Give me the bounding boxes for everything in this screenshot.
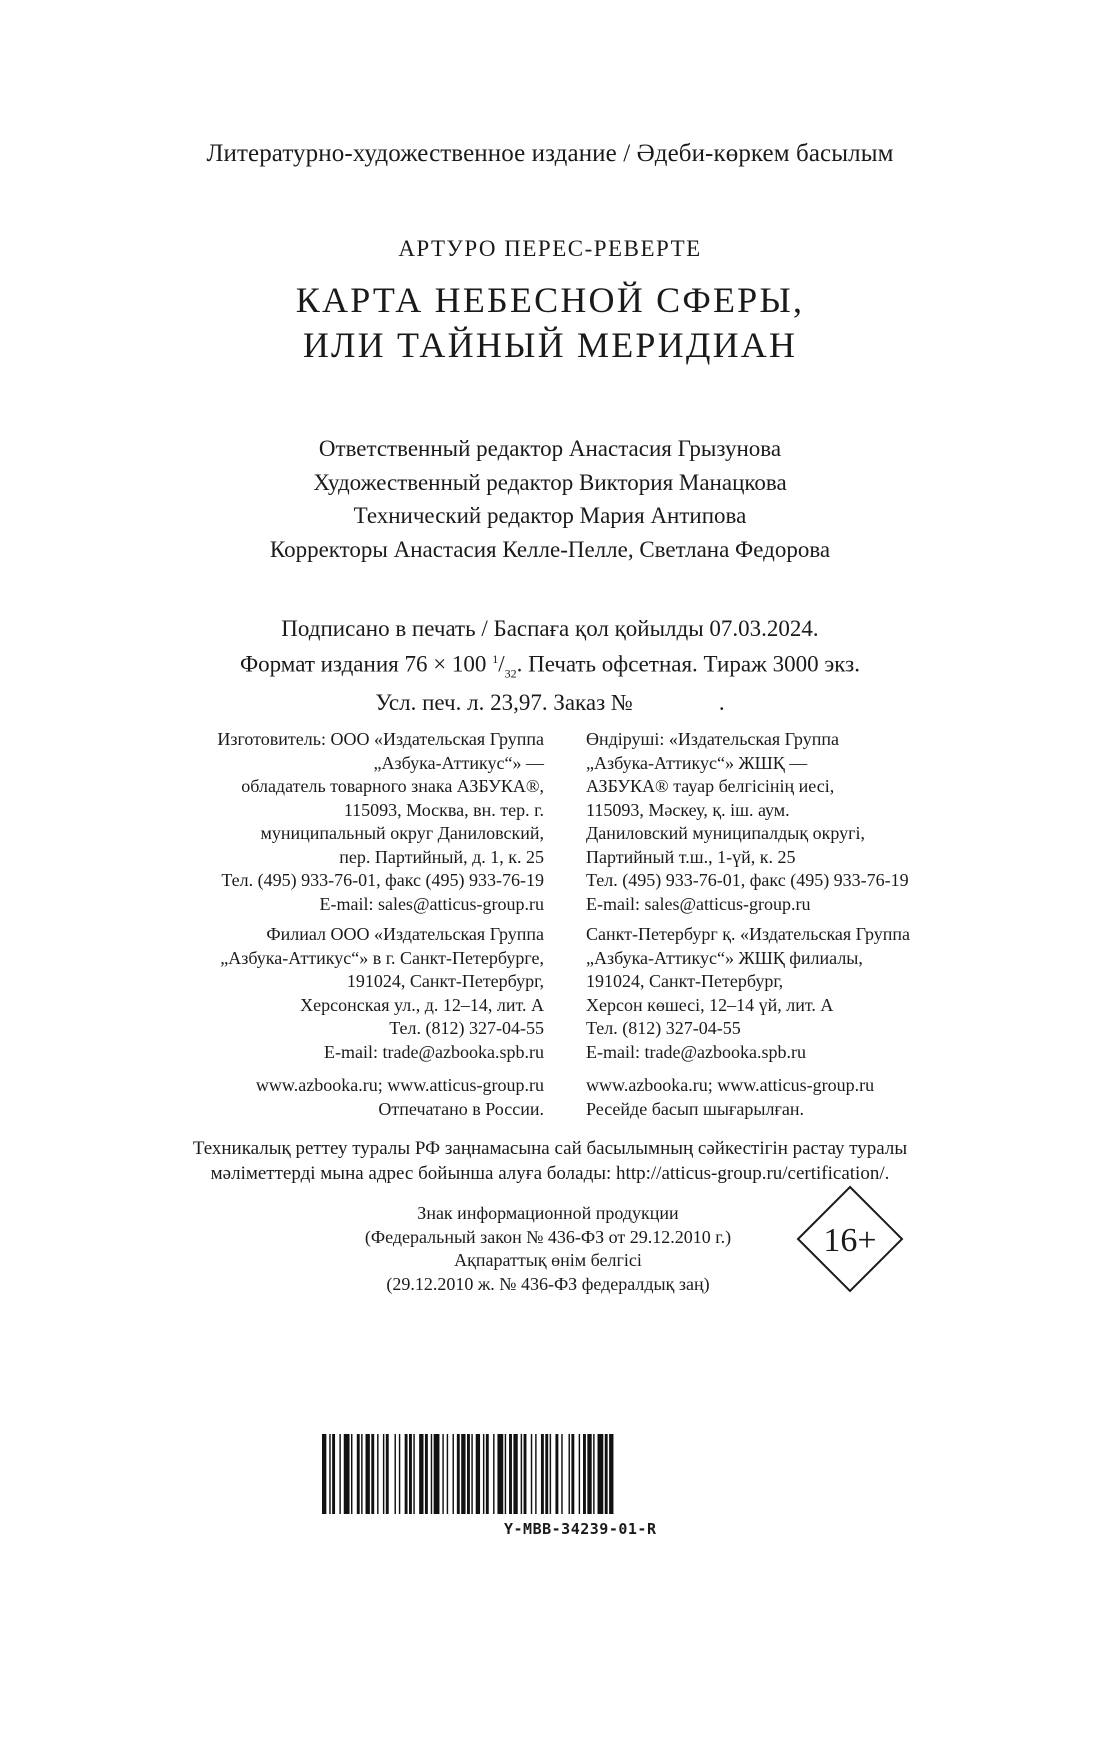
barcode-bar [521, 1434, 522, 1514]
barcode-bar [609, 1434, 613, 1514]
imprint-line: пер. Партийный, д. 1, к. 25 [339, 846, 544, 867]
imprint-left-column [217, 728, 544, 1121]
imprint-line: Херсон көшесі, 12–14 үй, лит. А [586, 994, 834, 1015]
barcode-code: Y-MBB-34239-01-R [504, 1520, 657, 1538]
imprint-line: E-mail: trade@azbooka.spb.ru [324, 1041, 544, 1062]
imprint-line: Ресейде басып шығарылған. [586, 1098, 804, 1119]
book-title-line-1: КАРТА НЕБЕСНОЙ СФЕРЫ, [295, 280, 805, 320]
barcode-bar [569, 1434, 570, 1514]
web-block-ru [217, 1074, 544, 1121]
info-sign-line: Знак информационной продукции [417, 1203, 679, 1223]
imprint-line: Өндіруші: «Издательская Группа [586, 729, 839, 749]
author-name: АРТУРО ПЕРЕС-РЕВЕРТЕ [398, 236, 702, 261]
imprint-line: Тел. (812) 327-04-55 [586, 1018, 741, 1038]
age-rating-text: 16+ [823, 1222, 877, 1259]
sheets-end: . [718, 690, 725, 716]
barcode-bar [467, 1434, 470, 1514]
certification-line: Техникалық реттеу туралы РФ заңнамасына сай басылымның сәйкестігін растау туралы [192, 1138, 908, 1159]
barcode-bar [405, 1434, 408, 1514]
imprint-line: обладатель товарного знака АЗБУКА®, [241, 776, 544, 796]
barcode-bar [332, 1434, 335, 1514]
barcode-bar [361, 1434, 362, 1514]
barcode-bar [383, 1434, 384, 1514]
imprint-line: E-mail: trade@azbooka.spb.ru [586, 1041, 806, 1062]
imprint-line: муниципальный округ Даниловский, [260, 823, 544, 843]
barcode-bar [561, 1434, 562, 1514]
format-line: Формат издания 76 × 100 $^1/_{32}$. Печать офсетная. Тираж 3000 экз. [239, 651, 861, 681]
barcode-bar [579, 1434, 580, 1514]
branch-block-kz [586, 923, 910, 1064]
barcode-bar [413, 1434, 414, 1514]
book-title-line-2: ИЛИ ТАЙНЫЙ МЕРИДИАН [302, 325, 798, 365]
imprint-line: Даниловский муниципалдық округі, [586, 823, 865, 843]
imprint-line: Херсонская ул., д. 12–14, лит. А [300, 994, 544, 1015]
imprint-right-column [586, 728, 910, 1121]
barcode-bar [598, 1434, 604, 1514]
barcode-bar [483, 1434, 484, 1514]
edition-line: Литературно-художественное издание / Әдеби-көркем басылым [206, 140, 894, 167]
barcode-bar [431, 1434, 432, 1514]
barcode-bar [550, 1434, 551, 1514]
certification-line: мәліметтерді мына адрес бойынша алуға болады: http://atticus-group.ru/certification/. [210, 1163, 890, 1184]
barcode-bar [587, 1434, 591, 1514]
barcode-bar [409, 1434, 412, 1514]
editors-block [0, 432, 1100, 566]
print-info [0, 614, 1100, 718]
imprint-line: Тел. (812) 327-04-55 [389, 1018, 544, 1038]
barcode-bar [497, 1434, 503, 1514]
barcode-bar [425, 1434, 428, 1514]
barcode-bar [476, 1434, 480, 1514]
barcode-bar [377, 1434, 378, 1514]
barcode-bar [593, 1434, 594, 1514]
barcode-bar [605, 1434, 608, 1514]
barcode-bar [545, 1434, 548, 1514]
info-product-sign [290, 1202, 806, 1296]
barcode-bar [486, 1434, 489, 1514]
barcode-bar [447, 1434, 448, 1514]
book-title [0, 278, 1100, 368]
barcode-bar [329, 1434, 330, 1514]
barcode-bar [442, 1434, 443, 1514]
imprint-line: Тел. (495) 933-76-01, факс (495) 933-76-19 [221, 870, 544, 890]
barcode-bar [555, 1434, 558, 1514]
format-numerator: 1 [492, 652, 499, 666]
sheets-text: Усл. печ. л. 23,97. Заказ № [375, 690, 633, 716]
barcode-bar [419, 1434, 423, 1514]
info-sign-line: Ақпараттық өнім белгісі [454, 1250, 642, 1270]
imprint-line: Тел. (495) 933-76-01, факс (495) 933-76-19 [586, 870, 909, 890]
barcode-bar [457, 1434, 460, 1514]
format-suffix: . Печать офсетная. Тираж 3000 экз. [516, 651, 861, 677]
imprint-line: 115093, Мәскеу, қ. іш. аум. [586, 799, 790, 820]
format-prefix: Формат издания 76 × 100 [239, 651, 493, 677]
barcode-bar [453, 1434, 454, 1514]
web-block-kz [586, 1074, 910, 1121]
barcode-bar [524, 1434, 527, 1514]
manufacturer-block-kz [586, 728, 910, 916]
imprint-line: www.azbooka.ru; www.atticus-group.ru [255, 1075, 544, 1095]
info-sign-line: (29.12.2010 ж. № 436-ФЗ федералдық заң) [386, 1273, 710, 1294]
barcode-bar [471, 1434, 472, 1514]
editor-line: Технический редактор Мария Антипова [353, 503, 747, 528]
barcode-bar [505, 1434, 506, 1514]
barcode-bar [583, 1434, 586, 1514]
sheets-line [0, 688, 1100, 718]
barcode-bar [399, 1434, 400, 1514]
imprint-line: „Азбука-Аттикус“» — [373, 752, 544, 773]
barcode-bar [366, 1434, 370, 1514]
branch-block-ru [217, 923, 544, 1064]
barcode-bar [351, 1434, 352, 1514]
imprint-line: 191024, Санкт-Петербург, [346, 971, 544, 991]
imprint-line: E-mail: sales@atticus-group.ru [319, 893, 544, 914]
imprint-line: 115093, Москва, вн. тер. г. [343, 799, 544, 820]
barcode-bar [513, 1434, 517, 1514]
barcode-bar [371, 1434, 374, 1514]
editor-line: Художественный редактор Виктория Манацкова [313, 469, 787, 495]
signed-date: Подписано в печать / Баспаға қол қойылды 07.03.2024. [281, 616, 819, 641]
imprint-line: Изготовитель: ООО «Издательская Группа [217, 729, 544, 749]
barcode-bar [535, 1434, 536, 1514]
imprint-line: Санкт-Петербург қ. «Издательская Группа [586, 924, 910, 944]
barcode-bar [322, 1434, 326, 1514]
barcode-bar [541, 1434, 544, 1514]
barcode-bar [434, 1434, 440, 1514]
info-sign-line: (Федеральный закон № 436-ФЗ от 29.12.2010 г.) [364, 1226, 732, 1247]
barcode-bar [509, 1434, 512, 1514]
imprint-line: www.azbooka.ru; www.atticus-group.ru [586, 1075, 875, 1095]
certification-note [0, 1136, 1100, 1186]
imprint-line: Партийный т.ш., 1-үй, к. 25 [586, 846, 796, 867]
barcode-bar [339, 1434, 340, 1514]
imprint-line: Отпечатано в России. [378, 1098, 544, 1119]
imprint-line: Филиал ООО «Издательская Группа [266, 924, 544, 944]
imprint-line: „Азбука-Аттикус“» ЖШҚ — [586, 752, 808, 773]
editor-line: Корректоры Анастасия Келле-Пелле, Светлана Федорова [269, 536, 831, 562]
barcode-bar [344, 1434, 350, 1514]
imprint-line: АЗБУКА® тауар белгісінің иесі, [586, 776, 835, 796]
barcode-bar [357, 1434, 360, 1514]
barcode-bar [461, 1434, 465, 1514]
format-denominator: 32 [504, 666, 517, 681]
barcode-bar [531, 1434, 532, 1514]
age-rating-badge [795, 1184, 905, 1294]
barcode-bar [571, 1434, 574, 1514]
imprint-line: „Азбука-Аттикус“» в г. Санкт-Петербурге, [220, 947, 544, 968]
manufacturer-block-ru [217, 728, 544, 916]
barcode-bar [395, 1434, 396, 1514]
barcode-bar [386, 1434, 389, 1514]
barcode-icon [322, 1434, 778, 1514]
barcode-bar [493, 1434, 494, 1514]
imprint-line: „Азбука-Аттикус“» ЖШҚ филиалы, [586, 947, 863, 968]
editor-line: Ответственный редактор Анастасия Грызунова [318, 436, 782, 461]
imprint-line: E-mail: sales@atticus-group.ru [586, 893, 811, 914]
imprint-line: 191024, Санкт-Петербург, [586, 971, 784, 991]
